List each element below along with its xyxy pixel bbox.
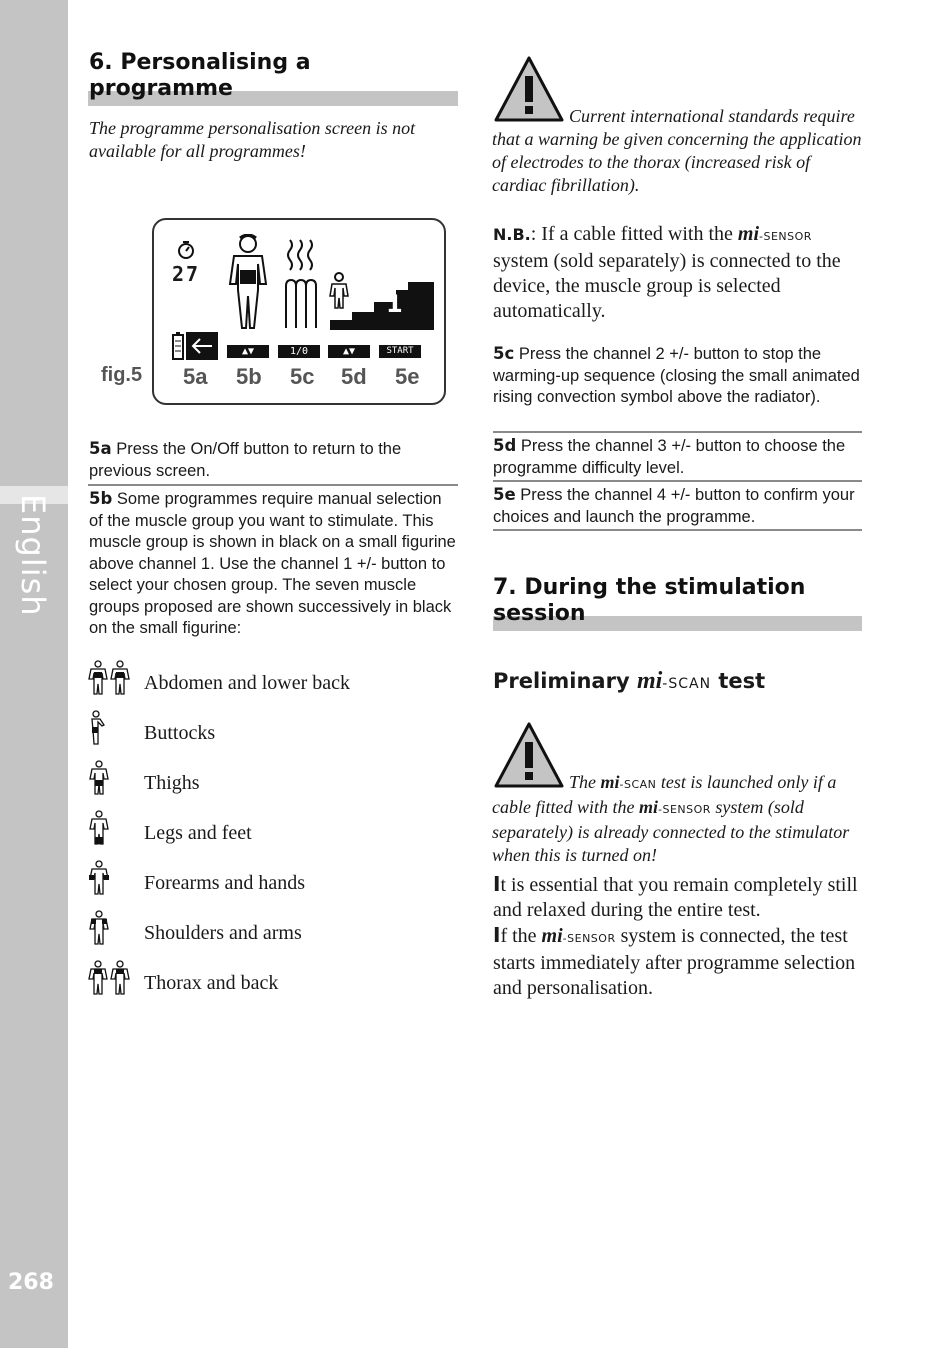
item-5c: [493, 343, 861, 409]
warning-thorax: Current international standards require that a warning be given concerning the application of electrodes to the thorax (increased risk of cardiac fibrillation).: [492, 106, 862, 195]
section6-heading: [89, 50, 311, 102]
mi-logo: mi: [541, 925, 563, 947]
muscle-group-row: [88, 760, 448, 800]
updown-indicator-5d: ▲▼: [328, 345, 370, 358]
sidebar: [0, 0, 68, 1348]
level-value: 1: [386, 290, 403, 318]
drop-letter: I: [493, 923, 501, 947]
updown-indicator-5b: ▲▼: [227, 345, 269, 358]
muscle-group-label: Shoulders and arms: [144, 922, 302, 944]
item-key: 5c: [493, 344, 515, 363]
divider: [493, 529, 862, 531]
double-figurine-icon: [88, 960, 132, 996]
key-5d: 5d: [341, 364, 367, 389]
muscle-group-label: Buttocks: [144, 722, 216, 744]
item-5a: [89, 438, 457, 482]
sensor-word: -SENSOR: [658, 803, 711, 816]
body-figure-icon: [220, 234, 276, 330]
mi-logo: mi: [737, 223, 760, 245]
scan-word: -SCAN: [662, 676, 712, 692]
paragraph-text: f the: [500, 925, 542, 947]
muscle-group-row: [88, 960, 448, 1000]
preliminary-heading: [493, 668, 765, 695]
item-text: Press the channel 4 +/- button to confirm your choices and launch the programme.: [493, 486, 855, 526]
muscle-group-label: Thighs: [144, 772, 200, 794]
item-key: 5d: [493, 436, 517, 455]
double-figurine-icon: [88, 660, 132, 696]
nb-label: N.B.: [493, 225, 531, 244]
item-5d: [493, 435, 861, 479]
drop-letter: I: [493, 872, 501, 896]
paragraph-text: t is essential that you remain completely still and relaxed during the entire test.: [493, 874, 858, 921]
heading-line: 6. Personalising a: [89, 50, 311, 75]
radiator-icon: [282, 278, 318, 328]
clock-icon: [176, 240, 196, 260]
nb-text: : If a cable fitted with the: [530, 223, 738, 245]
key-5c: 5c: [290, 364, 315, 389]
item-key: 5e: [493, 485, 516, 504]
mi-logo: mi: [600, 772, 620, 792]
warning-text: test is launched only if a cable fitted with the: [492, 772, 837, 817]
convection-icon: [284, 238, 316, 272]
muscle-group-row: [88, 910, 448, 950]
divider: [493, 480, 862, 482]
page-number: 268: [8, 1270, 54, 1295]
warning-text: The: [569, 772, 601, 792]
section6-intro: The programme personalisation screen is not available for all programmes!: [89, 118, 416, 161]
item-key: 5a: [89, 439, 112, 458]
key-5a: 5a: [183, 364, 208, 389]
key-5e: 5e: [395, 364, 420, 389]
figurine-icon: [88, 910, 110, 946]
language-label: English: [14, 494, 52, 617]
nb-paragraph: [493, 222, 863, 324]
muscle-group-label: Legs and feet: [144, 822, 252, 844]
warning-text: system (sold separately) is already connected to the stimulator when this is turned on!: [492, 797, 850, 865]
muscle-group-label: Forearms and hands: [144, 872, 306, 894]
heading-line: programme: [89, 76, 233, 101]
divider: [493, 431, 862, 433]
nb-text: system (sold separately) is connected to the device, the muscle group is selected automatically.: [493, 250, 841, 322]
item-text: Some programmes require manual selection of the muscle group you want to stimulate. This muscle group is shown in black on a small figurine above channel 1. Use the channel 1 +/- button to select your chosen group. The seven muscle groups proposed are shown successively in black on the small figurine:: [89, 490, 456, 637]
battery-icon: [172, 332, 184, 360]
timer-value: 27: [172, 262, 201, 286]
language-tab: [8, 490, 58, 617]
warning-miscan: [492, 771, 862, 867]
muscle-group-row: [88, 860, 448, 900]
figurine-icon: [88, 860, 110, 896]
item-5e: [493, 484, 861, 528]
item-5b: [89, 488, 457, 640]
key-5b: 5b: [236, 364, 262, 389]
heading-line: session: [493, 601, 586, 626]
section7-heading: [493, 575, 805, 627]
heading-text: Preliminary: [493, 669, 637, 693]
item-text: Press the channel 3 +/- button to choose the programme difficulty level.: [493, 437, 846, 477]
figure-label: fig.5: [101, 364, 143, 386]
mi-logo: mi: [638, 797, 658, 817]
muscle-group-row: [88, 810, 448, 850]
muscle-group-row: [88, 660, 448, 700]
muscle-group-label: Abdomen and lower back: [144, 672, 351, 694]
sensor-word: -SENSOR: [562, 932, 616, 945]
item-text: Press the channel 2 +/- button to stop the warming-up sequence (closing the small animated rising convection symbol above the radiator).: [493, 345, 860, 406]
figurine-icon: [88, 810, 110, 846]
sensor-word: -SENSOR: [759, 230, 812, 243]
back-arrow-icon: [186, 332, 218, 360]
heading-line: 7. During the stimulation: [493, 575, 806, 600]
test-paragraph: [493, 872, 863, 1001]
onoff-indicator-5c: 1/0: [278, 345, 320, 358]
difficulty-level-icon: [330, 282, 434, 330]
side-figurine-icon: [88, 710, 108, 746]
mi-logo: mi: [636, 668, 663, 694]
item-text: Press the On/Off button to return to the previous screen.: [89, 440, 402, 480]
figurine-icon: [88, 760, 110, 796]
item-key: 5b: [89, 489, 113, 508]
muscle-group-label: Thorax and back: [144, 972, 279, 994]
paragraph-text: system is connected, the test starts immediately after programme selection and personalisation.: [493, 925, 856, 999]
divider: [88, 484, 458, 486]
start-indicator-5e: START: [379, 345, 421, 358]
heading-text: test: [711, 669, 766, 693]
scan-word: -SCAN: [619, 778, 657, 791]
muscle-group-row: [88, 710, 448, 750]
